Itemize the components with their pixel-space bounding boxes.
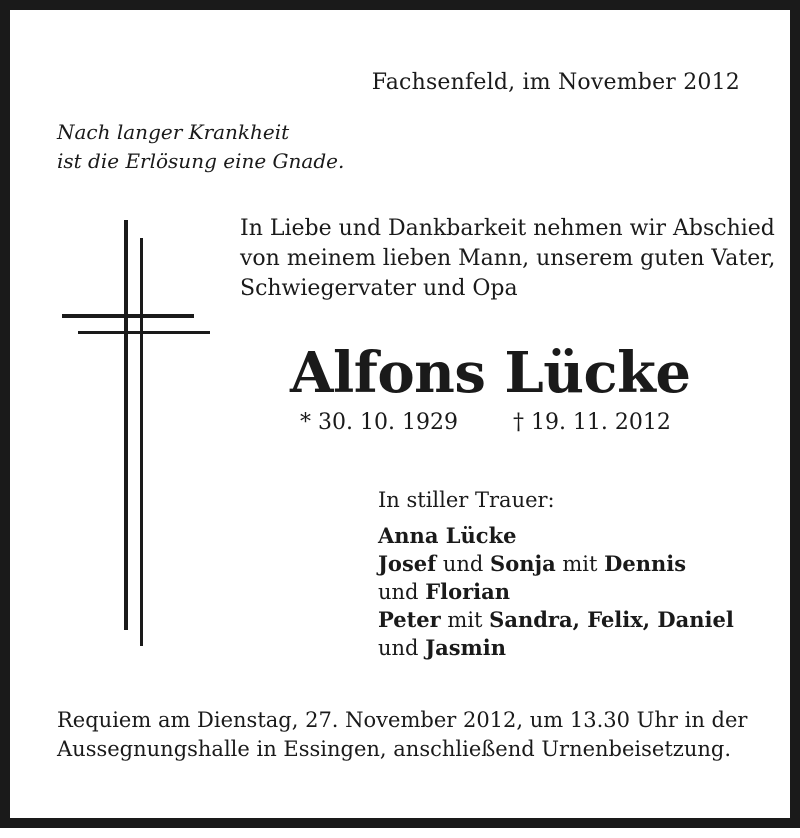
mourner-line-1 [378, 522, 734, 550]
intro-line-1: In Liebe und Dankbarkeit nehmen wir Abschied [240, 216, 775, 241]
mourner-line-2 [378, 550, 734, 578]
intro-line-3: Schwiegervater und Opa [240, 276, 518, 301]
mourning-label: In stiller Trauer: [378, 488, 555, 512]
mourner-josef: Josef [378, 551, 437, 576]
life-dates [300, 410, 671, 435]
mourner-jasmin: Jasmin [425, 635, 507, 660]
mourner-sandra-felix-daniel: Sandra, Felix, Daniel [489, 607, 734, 632]
deceased-name: Alfons Lücke [290, 340, 691, 406]
mourners-list [378, 486, 734, 662]
motto-line-2: ist die Erlösung eine Gnade. [57, 149, 345, 173]
birth-date: * 30. 10. 1929 [300, 410, 458, 435]
death-date: † 19. 11. 2012 [512, 410, 671, 435]
requiem-notice [57, 706, 747, 764]
mourner-line-3 [378, 578, 734, 606]
conjunction-und: und [378, 580, 419, 604]
intro-line-2: von meinem lieben Mann, unserem guten Vater, [240, 246, 776, 271]
conjunction-mit: mit [447, 608, 483, 632]
mourner-anna: Anna Lücke [378, 523, 517, 548]
mourner-line-4 [378, 606, 734, 634]
requiem-line-2: Aussegnungshalle in Essingen, anschließend Urnenbeisetzung. [57, 737, 732, 761]
mourner-dennis: Dennis [604, 551, 687, 576]
conjunction-und: und [378, 636, 419, 660]
requiem-line-1: Requiem am Dienstag, 27. November 2012, um 13.30 Uhr in der [57, 708, 748, 732]
conjunction-mit: mit [562, 552, 598, 576]
farewell-intro [240, 214, 775, 304]
conjunction-und: und [442, 552, 484, 576]
place-date: Fachsenfeld, im November 2012 [371, 70, 740, 95]
motto-line-1: Nach langer Krankheit [57, 120, 290, 144]
mourner-peter: Peter [378, 607, 441, 632]
mourner-line-5 [378, 634, 734, 662]
mourner-florian: Florian [425, 579, 510, 604]
motto [57, 118, 344, 176]
mourner-sonja: Sonja [490, 551, 556, 576]
